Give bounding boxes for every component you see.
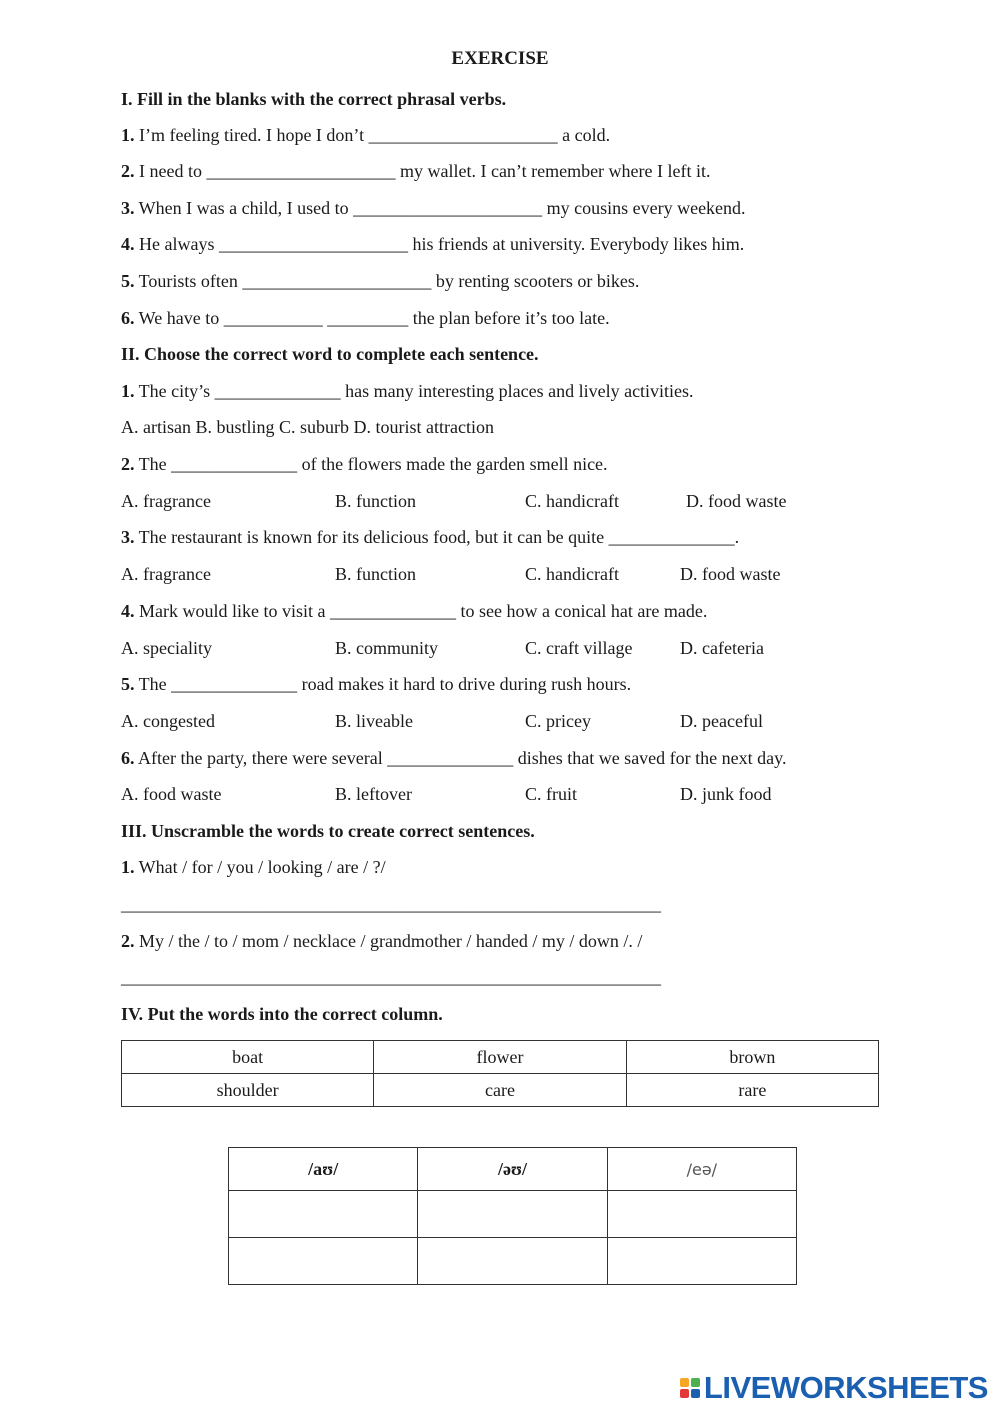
word-cell: brown (626, 1041, 878, 1074)
item-number: 1. (121, 857, 135, 877)
answer-line-1: ____________________________________________________________ (121, 894, 661, 914)
table-row (229, 1191, 797, 1238)
option-c: C. fruit (525, 784, 577, 804)
sound-columns-table (228, 1147, 797, 1285)
table-row (122, 1041, 879, 1074)
item-text: I’m feeling tired. I hope I don’t _____________________ a cold. (134, 125, 611, 145)
s2-q1-options: A. artisan B. bustling C. suburb D. tourist attraction (121, 417, 494, 437)
question-text: The ______________ road makes it hard to drive during rush hours. (134, 674, 632, 694)
s2-question-1 (121, 380, 694, 402)
option-a: A. food waste (121, 784, 222, 804)
option-d: D. cafeteria (680, 638, 764, 658)
word-cell: care (374, 1074, 626, 1107)
answer-cell[interactable] (229, 1191, 418, 1238)
question-text: The city’s ______________ has many interesting places and lively activities. (134, 381, 694, 401)
section-2-heading: II. Choose the correct word to complete each sentence. (121, 344, 539, 364)
item-number: 1. (121, 381, 135, 401)
item-number: 2. (121, 931, 135, 951)
option-c: C. handicraft (525, 564, 619, 584)
s2-question-3 (121, 526, 739, 548)
item-text: My / the / to / mom / necklace / grandmother / handed / my / down /. / (134, 931, 643, 951)
section-3-heading: III. Unscramble the words to create correct sentences. (121, 821, 535, 841)
table-header-row (229, 1148, 797, 1191)
s1-item-2 (121, 160, 711, 182)
option-a: A. congested (121, 711, 215, 731)
option-d: D. junk food (680, 784, 772, 804)
item-number: 3. (121, 198, 135, 218)
option-b: B. liveable (335, 711, 413, 731)
s1-item-6 (121, 307, 610, 329)
option-d: D. peaceful (680, 711, 763, 731)
answer-cell[interactable] (229, 1238, 418, 1285)
s1-item-4 (121, 233, 744, 255)
option-c: C. craft village (525, 638, 633, 658)
logo-square (680, 1378, 689, 1387)
item-number: 2. (121, 161, 135, 181)
column-header-ou: /əʊ/ (418, 1148, 607, 1191)
item-number: 4. (121, 601, 135, 621)
option-c: C. pricey (525, 711, 591, 731)
section-1-heading: I. Fill in the blanks with the correct phrasal verbs. (121, 89, 507, 109)
answer-cell[interactable] (607, 1191, 796, 1238)
question-text: The restaurant is known for its delicious food, but it can be quite ______________. (134, 527, 740, 547)
s3-item-2 (121, 930, 642, 952)
s2-question-4 (121, 600, 707, 622)
answer-cell[interactable] (607, 1238, 796, 1285)
option-b: B. function (335, 564, 416, 584)
item-number: 2. (121, 454, 135, 474)
word-cell: boat (122, 1041, 374, 1074)
option-b: B. community (335, 638, 438, 658)
option-d: D. food waste (686, 491, 787, 511)
logo-text: LIVEWORKSHEETS (703, 1370, 988, 1405)
s1-item-3 (121, 197, 746, 219)
item-number: 5. (121, 674, 135, 694)
s3-item-1 (121, 856, 386, 878)
question-text: The ______________ of the flowers made the garden smell nice. (134, 454, 608, 474)
item-number: 6. (121, 748, 135, 768)
item-number: 4. (121, 234, 135, 254)
question-text: After the party, there were several ______________ dishes that we saved for the next day. (134, 748, 787, 768)
word-cell: shoulder (122, 1074, 374, 1107)
logo-square (691, 1389, 700, 1398)
answer-cell[interactable] (418, 1191, 607, 1238)
item-number: 1. (121, 125, 135, 145)
table-row (229, 1238, 797, 1285)
item-number: 6. (121, 308, 135, 328)
s1-item-1 (121, 124, 610, 146)
item-text: When I was a child, I used to _____________________ my cousins every weekend. (134, 198, 746, 218)
word-cell: rare (626, 1074, 878, 1107)
s2-question-6 (121, 747, 786, 769)
item-text: I need to _____________________ my wallet. I can’t remember where I left it. (134, 161, 711, 181)
table-row (122, 1074, 879, 1107)
logo-square (680, 1389, 689, 1398)
answer-cell[interactable] (418, 1238, 607, 1285)
s1-item-5 (121, 270, 639, 292)
logo-square (691, 1378, 700, 1387)
item-text: He always _____________________ his friends at university. Everybody likes him. (134, 234, 745, 254)
option-b: B. leftover (335, 784, 412, 804)
s2-question-2 (121, 453, 608, 475)
option-a: A. fragrance (121, 491, 211, 511)
word-cell: flower (374, 1041, 626, 1074)
item-text: What / for / you / looking / are / ?/ (134, 857, 386, 877)
option-a: A. fragrance (121, 564, 211, 584)
logo-icon (680, 1378, 700, 1398)
liveworksheets-logo (680, 1372, 988, 1404)
section-4-heading: IV. Put the words into the correct column. (121, 1004, 443, 1024)
answer-line-2: ____________________________________________________________ (121, 967, 661, 987)
item-number: 5. (121, 271, 135, 291)
word-bank-table (121, 1040, 879, 1107)
option-b: B. function (335, 491, 416, 511)
option-c: C. handicraft (525, 491, 619, 511)
column-header-ea: /eə/ (607, 1148, 796, 1191)
option-a: A. speciality (121, 638, 212, 658)
question-text: Mark would like to visit a ______________ to see how a conical hat are made. (134, 601, 708, 621)
page-title: EXERCISE (451, 48, 549, 69)
item-number: 3. (121, 527, 135, 547)
column-header-au: /aʊ/ (229, 1148, 418, 1191)
item-text: Tourists often _____________________ by renting scooters or bikes. (134, 271, 640, 291)
item-text: We have to ___________ _________ the plan before it’s too late. (134, 308, 610, 328)
option-d: D. food waste (680, 564, 781, 584)
s2-question-5 (121, 673, 631, 695)
